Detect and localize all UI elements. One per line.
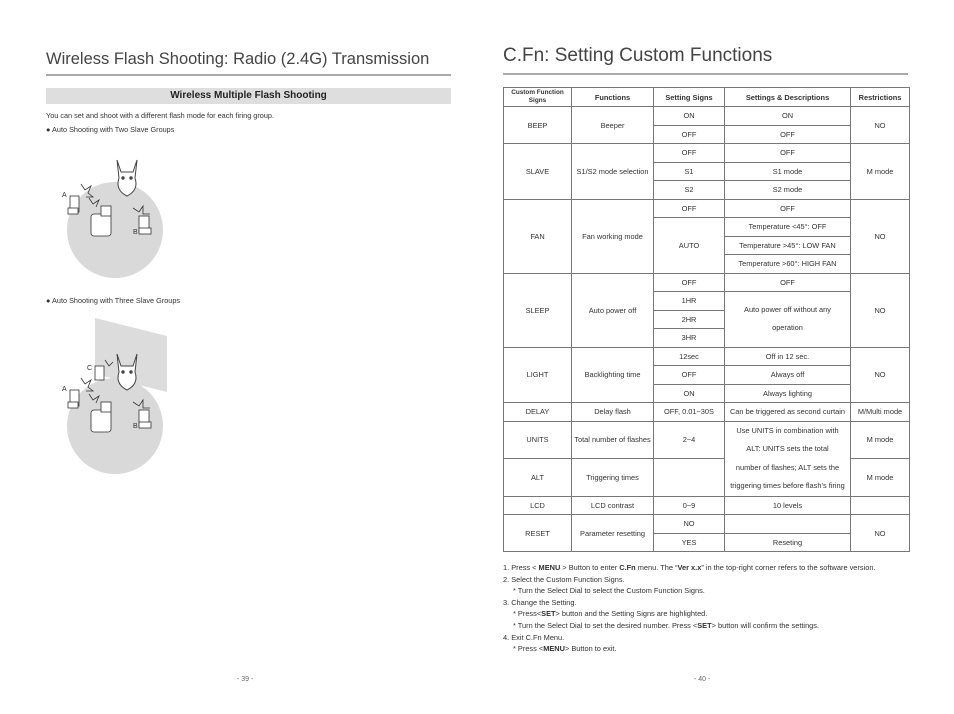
- restriction-cell: M mode: [851, 459, 910, 497]
- setting-cell: 2HR: [654, 310, 725, 329]
- setting-cell: YES: [654, 533, 725, 552]
- page-number-right: - 40 -: [694, 676, 711, 683]
- description-line: triggering times before flash’s firing: [730, 481, 845, 490]
- setting-cell: OFF: [654, 199, 725, 218]
- description-cell: ON: [725, 107, 851, 126]
- description-line: ALT: UNITS sets the total: [746, 444, 829, 453]
- step-text: * Press<: [513, 609, 542, 619]
- right-page-title: C.Fn: Setting Custom Functions: [503, 45, 773, 66]
- step-text: > button will confirm the settings.: [711, 620, 820, 630]
- function-cell: Parameter resetting: [572, 515, 654, 552]
- header-functions: Functions: [572, 88, 654, 107]
- sign-cell: DELAY: [504, 403, 572, 422]
- function-cell: Backlighting time: [572, 347, 654, 403]
- setting-cell: OFF: [654, 144, 725, 163]
- setting-cell: NO: [654, 515, 725, 534]
- step-3-note-1: [503, 608, 875, 620]
- sign-cell: LIGHT: [504, 347, 572, 403]
- bullet-three-groups: ● Auto Shooting with Three Slave Groups: [46, 296, 181, 305]
- sign-cell: ALT: [504, 459, 572, 497]
- step-3: 3. Change the Setting.: [503, 597, 577, 607]
- group-a-label: A: [62, 386, 67, 393]
- header-restrictions: Restrictions: [851, 88, 910, 107]
- table-row: [504, 403, 910, 422]
- table-row: [504, 496, 910, 515]
- step-2: 2. Select the Custom Function Signs.: [503, 574, 625, 584]
- function-cell: Total number of flashes: [572, 421, 654, 459]
- menu-key: MENU: [543, 644, 565, 654]
- description-cell: OFF: [725, 273, 851, 292]
- description-cell: [725, 421, 851, 496]
- setting-cell: OFF: [654, 366, 725, 385]
- instructions-list: [503, 562, 875, 655]
- restriction-cell: M mode: [851, 144, 910, 200]
- header-custom-function-signs: Custom Function Signs: [504, 88, 572, 107]
- intro-text: You can set and shoot with a different flash mode for each firing group.: [46, 111, 274, 120]
- setting-cell: 2~4: [654, 421, 725, 459]
- setting-cell: ON: [654, 107, 725, 126]
- step-4: 4. Exit C.Fn Menu.: [503, 632, 565, 642]
- right-title-rule: [503, 73, 908, 75]
- description-cell: Always lighting: [725, 384, 851, 403]
- step-text: 1. Press <: [503, 563, 539, 572]
- group-c-label: C: [87, 365, 93, 372]
- restriction-cell: NO: [851, 107, 910, 144]
- sign-cell: SLEEP: [504, 273, 572, 347]
- restriction-cell: [851, 496, 910, 515]
- bullet-two-groups: ● Auto Shooting with Two Slave Groups: [46, 125, 175, 134]
- group-b-label: B: [133, 229, 138, 236]
- restriction-cell: NO: [851, 347, 910, 403]
- table-row: [504, 199, 910, 218]
- description-cell: Temperature <45°: OFF: [725, 218, 851, 237]
- step-3-note-2: [503, 620, 875, 632]
- step-text: * Turn the Select Dial to set the desired number. Press <: [513, 620, 698, 630]
- sign-cell: BEEP: [504, 107, 572, 144]
- restriction-cell: NO: [851, 199, 910, 273]
- subject-fox-icon: [117, 160, 137, 196]
- table-row: [504, 515, 910, 534]
- description-line: operation: [772, 323, 803, 333]
- description-cell: S2 mode: [725, 181, 851, 200]
- sign-cell: SLAVE: [504, 144, 572, 200]
- description-line: Auto power off without any: [744, 304, 831, 314]
- sign-cell: UNITS: [504, 421, 572, 459]
- three-groups-diagram: [55, 316, 175, 476]
- table-row: [504, 107, 910, 126]
- description-cell: OFF: [725, 144, 851, 163]
- table-header-row: [504, 88, 910, 107]
- restriction-cell: M mode: [851, 421, 910, 459]
- step-text: > Button to enter: [560, 563, 620, 572]
- description-cell: Temperature >60°: HIGH FAN: [725, 255, 851, 274]
- sign-cell: LCD: [504, 496, 572, 515]
- cfn-key: C.Fn: [619, 563, 636, 572]
- function-cell: LCD contrast: [572, 496, 654, 515]
- description-cell: [725, 515, 851, 534]
- version-text: Ver x.x: [677, 563, 702, 572]
- group-a-label: A: [62, 192, 67, 199]
- description-line: number of flashes; ALT sets the: [735, 462, 840, 472]
- step-1: [503, 562, 875, 574]
- setting-cell: S1: [654, 162, 725, 181]
- description-cell: 10 levels: [725, 496, 851, 515]
- setting-cell: OFF: [654, 125, 725, 144]
- description-cell: Off in 12 sec.: [725, 347, 851, 366]
- setting-cell: OFF, 0.01~30S: [654, 403, 725, 422]
- description-cell: OFF: [725, 125, 851, 144]
- sign-cell: RESET: [504, 515, 572, 552]
- step-text: > Button to exit.: [564, 644, 617, 654]
- table-row: [504, 273, 910, 292]
- description-cell: Temperature >45°: LOW FAN: [725, 236, 851, 255]
- step-2-note: * Turn the Select Dial to select the Custom Function Signs.: [513, 586, 705, 596]
- restriction-cell: NO: [851, 273, 910, 347]
- table-row: [504, 347, 910, 366]
- description-cell: OFF: [725, 199, 851, 218]
- function-cell: Auto power off: [572, 273, 654, 347]
- setting-cell: OFF: [654, 273, 725, 292]
- function-cell: Delay flash: [572, 403, 654, 422]
- left-title-rule: [46, 74, 451, 76]
- sign-cell: FAN: [504, 199, 572, 273]
- setting-cell: AUTO: [654, 218, 725, 274]
- table-row: [504, 421, 910, 459]
- description-cell: Can be triggered as second curtain: [725, 403, 851, 422]
- setting-cell: ON: [654, 384, 725, 403]
- left-page-title: Wireless Flash Shooting: Radio (2.4G) Transmission: [46, 50, 430, 68]
- step-text: > button and the Setting Signs are highlighted.: [555, 609, 708, 619]
- setting-cell: 3HR: [654, 329, 725, 348]
- setting-cell: 0~9: [654, 496, 725, 515]
- step-text: ” in the top-right corner refers to the software version.: [701, 563, 876, 572]
- step-text: * Press <: [513, 644, 544, 654]
- group-b-label: B: [133, 423, 138, 430]
- setting-cell: S2: [654, 181, 725, 200]
- restriction-cell: M/Multi mode: [851, 403, 910, 422]
- set-key: SET: [541, 609, 556, 619]
- setting-cell: 1HR: [654, 292, 725, 311]
- description-cell: [725, 292, 851, 348]
- description-line: Use UNITS in combination with: [736, 425, 839, 435]
- function-cell: Triggering times: [572, 459, 654, 497]
- description-cell: Always off: [725, 366, 851, 385]
- description-cell: S1 mode: [725, 162, 851, 181]
- table-row: [504, 144, 910, 163]
- header-setting-signs: Setting Signs: [654, 88, 725, 107]
- custom-functions-table: [503, 87, 910, 552]
- page-number-left: - 39 -: [237, 676, 254, 683]
- function-cell: Fan working mode: [572, 199, 654, 273]
- two-groups-diagram: [55, 150, 170, 280]
- menu-key: MENU: [538, 563, 561, 572]
- set-key: SET: [697, 620, 712, 630]
- function-cell: Beeper: [572, 107, 654, 144]
- step-4-note: [503, 643, 875, 655]
- setting-cell: [654, 459, 725, 497]
- restriction-cell: NO: [851, 515, 910, 552]
- section-banner: Wireless Multiple Flash Shooting: [46, 88, 451, 104]
- header-settings-descriptions: Settings & Descriptions: [725, 88, 851, 107]
- step-text: menu. The “: [635, 563, 678, 572]
- setting-cell: 12sec: [654, 347, 725, 366]
- function-cell: S1/S2 mode selection: [572, 144, 654, 200]
- description-cell: Reseting: [725, 533, 851, 552]
